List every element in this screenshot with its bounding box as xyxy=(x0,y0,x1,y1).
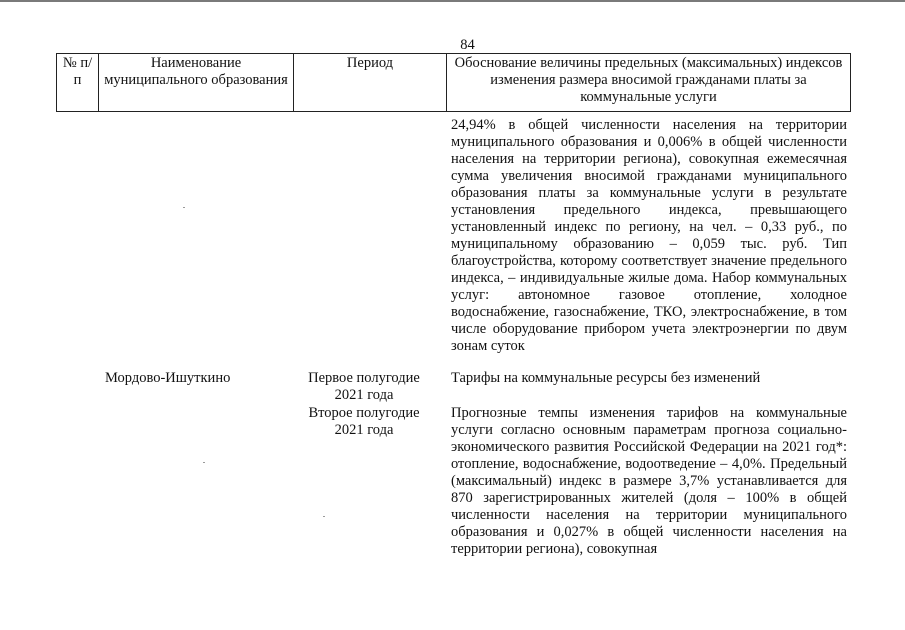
continued-justification-text xyxy=(451,117,847,355)
scan-speck xyxy=(183,207,185,208)
table-header xyxy=(56,53,851,112)
scan-speck xyxy=(323,516,325,517)
municipality-name: Мордово-Ишуткино xyxy=(105,370,231,386)
header-cell-number: № п/п xyxy=(57,54,99,112)
continued-paragraph: 24,94% в общей численности населения на территории муниципального образования и 0,006% в общей численности населения на территории региона), совокупная ежемесячная сумма увеличения вносимой гражданами муниципального образования платы за коммунальные услуги в результате установления предельного индекса, превышающего установленный индекс по региону, на чел. – 0,33 руб., по муниципальному образованию – 0,059 тыс. руб. Тип благоустройства, которому соответствует значение предельного индекса, – индивидуальные жилые дома. Набор коммунальных услуг: автономное газовое отопление, холодное водоснабжение, газоснабжение, ТКО, электроснабжение, в том числе оборудование прибором учета электроэнергии по двум зонам суток xyxy=(451,117,847,354)
scan-speck xyxy=(203,462,205,463)
second-half-paragraph: Прогнозные темпы изменения тарифов на коммунальные услуги согласно основным параметрам прогноза социально-экономического развития Российской Федерации на 2021 год*: отопление, водоснабжение, водоотведение – 4,0%. Предельный (максимальный) индекс в размере 3,7% устанавливается для 870 зарегистрированных жителей (доля – 100% в общей численности населения на территории муниципального образования и 0,027% в общей численности населения на территории региона), совокупная xyxy=(451,405,847,557)
header-cell-period: Период xyxy=(294,54,447,112)
justification-second-half xyxy=(451,405,847,558)
header-cell-justification: Обоснование величины предельных (максимальных) индексов изменения размера вносимой гражданами платы за коммунальные услуги xyxy=(447,54,851,112)
justification-first-half xyxy=(451,370,847,387)
scan-top-border xyxy=(0,0,905,2)
header-cell-municipality: Наименование муниципального образования xyxy=(99,54,294,112)
period-second-half: Второе полугодие 2021 года xyxy=(308,405,420,438)
period-first-half: Первое полугодие 2021 года xyxy=(308,370,420,403)
first-half-paragraph: Тарифы на коммунальные ресурсы без изменений xyxy=(451,370,761,386)
page-number: 84 xyxy=(460,37,475,53)
